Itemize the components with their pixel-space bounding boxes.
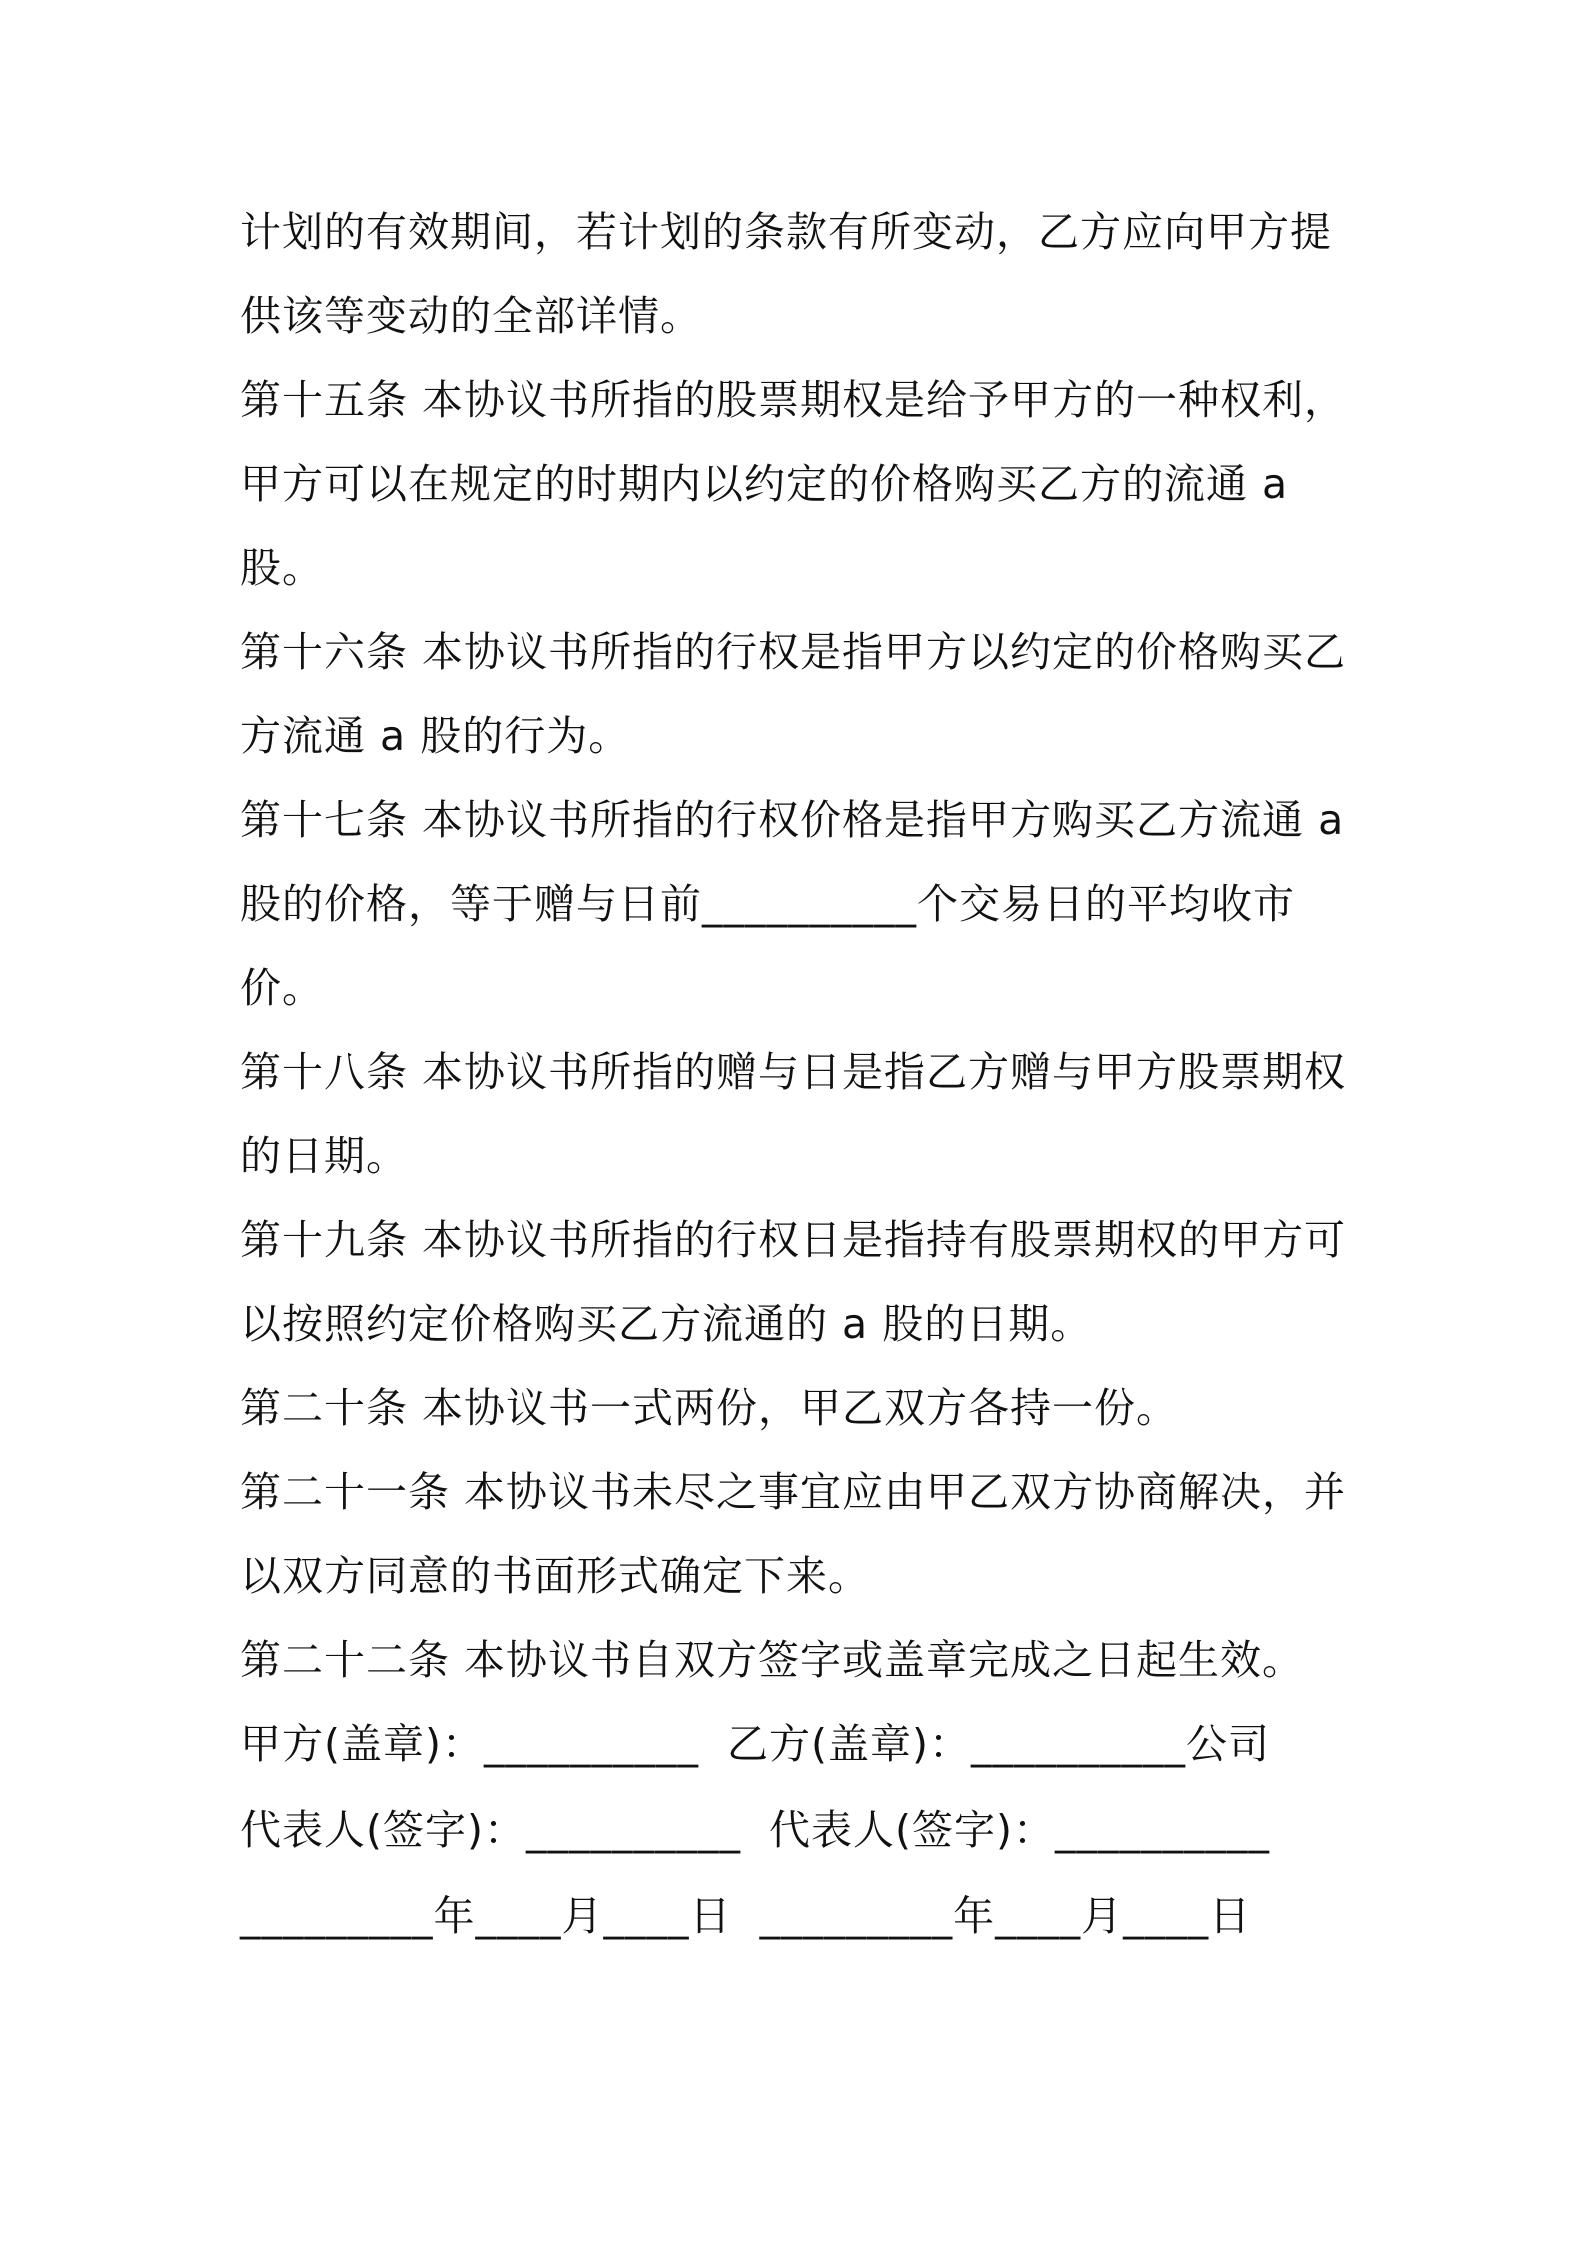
signature-block	[240, 1702, 1360, 1958]
article-16: 第十六条 本协议书所指的行权是指甲方以约定的价格购买乙方流通 a 股的行为。	[240, 628, 1347, 760]
article-15: 第十五条 本协议书所指的股票期权是给予甲方的一种权利，甲方可以在规定的时期内以约定的价格购买乙方的流通 a 股。	[240, 376, 1347, 592]
article-17: 第十七条 本协议书所指的行权价格是指甲方购买乙方流通 a 股的价格，等于赠与日前__________个交易日的平均收市价。	[240, 796, 1345, 1012]
seal-line: 甲方(盖章)：__________ 乙方(盖章)：__________公司	[240, 1720, 1271, 1768]
article-19: 第十九条 本协议书所指的行权日是指持有股票期权的甲方可以按照约定价格购买乙方流通的 a 股的日期。	[240, 1216, 1347, 1348]
date-line: _________年____月____日 _________年____月____日	[240, 1892, 1252, 1940]
representative-line: 代表人(签字)：__________ 代表人(签字)：__________	[240, 1806, 1271, 1854]
paragraph-continuation: 计划的有效期间，若计划的条款有所变动，乙方应向甲方提供该等变动的全部详情。	[240, 208, 1332, 340]
article-20: 第二十条 本协议书一式两份，甲乙双方各持一份。	[240, 1384, 1179, 1432]
document-body	[240, 190, 1360, 1958]
article-22: 第二十二条 本协议书自双方签字或盖章完成之日起生效。	[240, 1636, 1305, 1684]
article-18: 第十八条 本协议书所指的赠与日是指乙方赠与甲方股票期权的日期。	[240, 1048, 1347, 1180]
article-21: 第二十一条 本协议书未尽之事宜应由甲乙双方协商解决，并以双方同意的书面形式确定下来。	[240, 1468, 1347, 1600]
